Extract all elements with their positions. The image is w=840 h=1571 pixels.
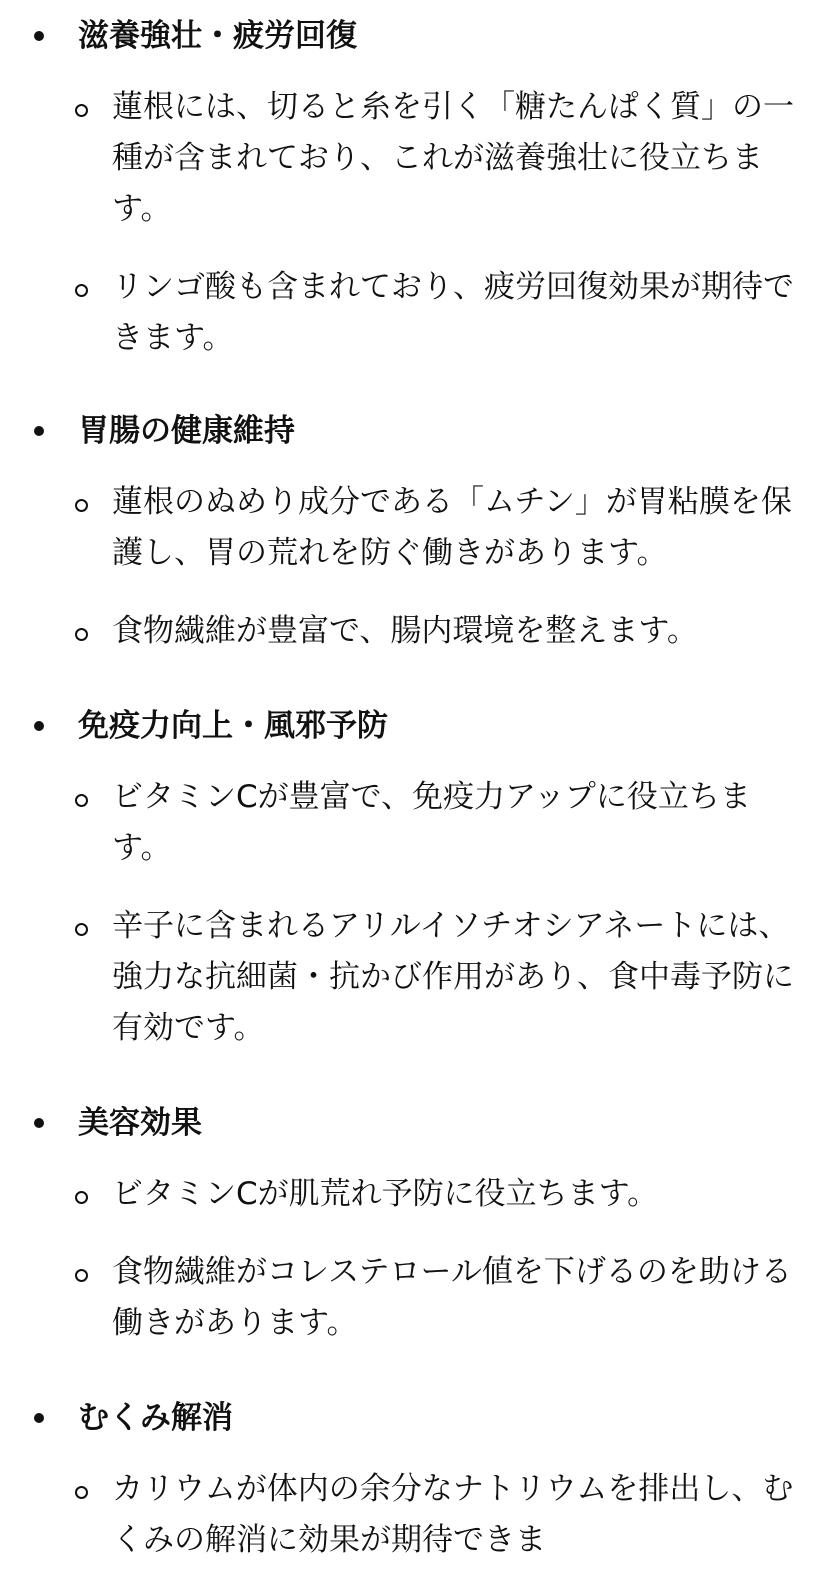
list-item-text: 食物繊維がコレステロール値を下げるのを助ける働きがあります。 (112, 1254, 792, 1341)
section-title: むくみ解消 (78, 1400, 233, 1436)
bullet-disc-icon (34, 1413, 44, 1423)
bullet-disc-icon (34, 721, 44, 731)
list-item-text: 蓮根には、切ると糸を引く「糖たんぱく質」の一種が含まれており、これが滋養強壮に役立ちます。 (112, 89, 794, 227)
section-heading (0, 1398, 840, 1442)
section-heading (0, 411, 840, 455)
bullet-circle-icon (75, 794, 88, 807)
section-title: 美容効果 (78, 1105, 202, 1141)
section-heading (0, 1103, 840, 1147)
section-title: 胃腸の健康維持 (78, 413, 295, 449)
bullet-circle-icon (75, 1269, 88, 1282)
list-item-text: 蓮根のぬめり成分である「ムチン」が胃粘膜を保護し、胃の荒れを防ぐ働きがあります。 (112, 484, 792, 571)
bullet-disc-icon (34, 1118, 44, 1128)
bullet-circle-icon (75, 284, 88, 297)
list-item-text: リンゴ酸も含まれており、疲労回復効果が期待できます。 (112, 269, 794, 356)
list-item-text: カリウムが体内の余分なナトリウムを排出し、むくみの解消に効果が期待できま (112, 1471, 794, 1558)
list-item-text: ビタミンCが豊富で、免疫力アップに役立ちます。 (112, 779, 751, 866)
bullet-circle-icon (75, 923, 88, 936)
list-item-text: 辛子に含まれるアリルイソチオシアネートには、強力な抗細菌・抗かび作用があり、食中毒予防に有効です。 (112, 908, 794, 1046)
bullet-disc-icon (34, 426, 44, 436)
bullet-circle-icon (75, 1486, 88, 1499)
list-item-text: 食物繊維が豊富で、腸内環境を整えます。 (112, 613, 698, 649)
bullet-circle-icon (75, 499, 88, 512)
bullet-disc-icon (34, 31, 44, 41)
bullet-circle-icon (75, 628, 88, 641)
section-title: 免疫力向上・風邪予防 (78, 708, 388, 744)
list-item-text: ビタミンCが肌荒れ予防に役立ちます。 (112, 1176, 659, 1212)
bullet-circle-icon (75, 104, 88, 117)
section-title: 滋養強壮・疲労回復 (78, 18, 357, 54)
section-heading (0, 16, 840, 60)
section-heading (0, 706, 840, 750)
bullet-circle-icon (75, 1191, 88, 1204)
